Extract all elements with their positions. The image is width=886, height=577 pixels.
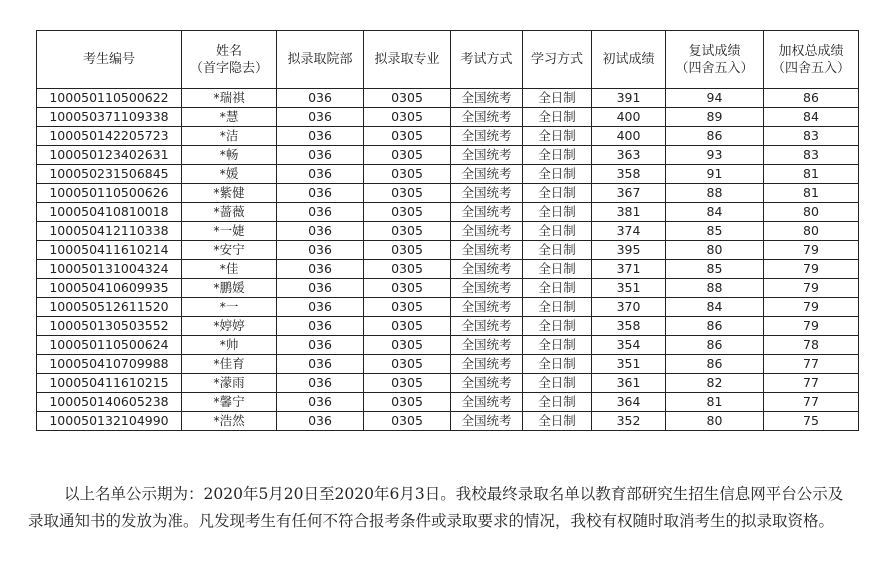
cell-weighted-score: 81 — [764, 184, 859, 203]
table-header — [37, 31, 859, 89]
cell-prelim-score: 351 — [592, 279, 666, 298]
cell-candidate-id: 100050412110338 — [37, 222, 182, 241]
cell-college: 036 — [277, 412, 364, 431]
cell-prelim-score: 363 — [592, 146, 666, 165]
column-header-label: 复试成绩 — [688, 43, 741, 59]
cell-prelim-score: 374 — [592, 222, 666, 241]
cell-major: 0305 — [364, 412, 451, 431]
cell-study-mode: 全日制 — [523, 108, 592, 127]
cell-weighted-score: 80 — [764, 203, 859, 222]
cell-study-mode: 全日制 — [523, 393, 592, 412]
column-header-exam-mode — [451, 31, 523, 89]
table-row — [37, 393, 859, 412]
table-row — [37, 165, 859, 184]
cell-candidate-id: 100050371109338 — [37, 108, 182, 127]
column-header-note: （四舍五入） — [675, 60, 754, 76]
cell-prelim-score: 367 — [592, 184, 666, 203]
publicity-notice: 以上名单公示期为：2020年5月20日至2020年6月3日。我校最终录取名单以教育部研究生招生信息网平台公示及录取通知书的发放为准。凡发现考生有任何不符合报考条件或录取要求的情况，我校有权随时取消考生的拟录取资格。 — [28, 485, 844, 530]
cell-study-mode: 全日制 — [523, 298, 592, 317]
cell-major: 0305 — [364, 279, 451, 298]
cell-name: *婷婷 — [182, 317, 277, 336]
cell-college: 036 — [277, 203, 364, 222]
cell-exam-mode: 全国统考 — [451, 298, 523, 317]
cell-exam-mode: 全国统考 — [451, 127, 523, 146]
cell-candidate-id: 100050110500626 — [37, 184, 182, 203]
cell-study-mode: 全日制 — [523, 317, 592, 336]
cell-candidate-id: 100050132104990 — [37, 412, 182, 431]
cell-study-mode: 全日制 — [523, 127, 592, 146]
cell-weighted-score: 86 — [764, 89, 859, 108]
cell-retest-score: 80 — [666, 412, 764, 431]
cell-study-mode: 全日制 — [523, 336, 592, 355]
cell-study-mode: 全日制 — [523, 165, 592, 184]
cell-prelim-score: 361 — [592, 374, 666, 393]
column-header-note: （四舍五入） — [771, 60, 850, 76]
cell-major: 0305 — [364, 298, 451, 317]
column-header-prelim-score — [592, 31, 666, 89]
table-row — [37, 298, 859, 317]
column-header-label: 加权总成绩 — [778, 43, 844, 59]
cell-retest-score: 86 — [666, 355, 764, 374]
cell-weighted-score: 79 — [764, 317, 859, 336]
table-row — [37, 222, 859, 241]
cell-name: *浩然 — [182, 412, 277, 431]
cell-exam-mode: 全国统考 — [451, 336, 523, 355]
cell-retest-score: 84 — [666, 203, 764, 222]
cell-name: *馨宁 — [182, 393, 277, 412]
cell-name: *安宁 — [182, 241, 277, 260]
cell-name: *帅 — [182, 336, 277, 355]
column-header-label: 拟录取专业 — [374, 52, 440, 67]
cell-study-mode: 全日制 — [523, 241, 592, 260]
cell-retest-score: 85 — [666, 222, 764, 241]
cell-exam-mode: 全国统考 — [451, 108, 523, 127]
table-row — [37, 241, 859, 260]
cell-name: *慧 — [182, 108, 277, 127]
admission-table — [36, 30, 859, 431]
cell-retest-score: 86 — [666, 127, 764, 146]
cell-major: 0305 — [364, 241, 451, 260]
cell-college: 036 — [277, 222, 364, 241]
cell-name: *一婕 — [182, 222, 277, 241]
cell-retest-score: 86 — [666, 336, 764, 355]
cell-prelim-score: 358 — [592, 165, 666, 184]
table-row — [37, 89, 859, 108]
cell-weighted-score: 83 — [764, 146, 859, 165]
cell-candidate-id: 100050512611520 — [37, 298, 182, 317]
column-header-candidate-id — [37, 31, 182, 89]
cell-prelim-score: 358 — [592, 317, 666, 336]
cell-name: *紫健 — [182, 184, 277, 203]
cell-college: 036 — [277, 336, 364, 355]
table-row — [37, 146, 859, 165]
cell-major: 0305 — [364, 146, 451, 165]
cell-study-mode: 全日制 — [523, 184, 592, 203]
cell-major: 0305 — [364, 184, 451, 203]
cell-college: 036 — [277, 317, 364, 336]
cell-candidate-id: 100050411610215 — [37, 374, 182, 393]
cell-candidate-id: 100050410709988 — [37, 355, 182, 374]
column-header-study-mode — [523, 31, 592, 89]
cell-weighted-score: 75 — [764, 412, 859, 431]
cell-candidate-id: 100050410609935 — [37, 279, 182, 298]
cell-college: 036 — [277, 165, 364, 184]
cell-candidate-id: 100050110500624 — [37, 336, 182, 355]
table-row — [37, 374, 859, 393]
cell-major: 0305 — [364, 89, 451, 108]
cell-retest-score: 88 — [666, 279, 764, 298]
header-row — [37, 31, 859, 89]
cell-college: 036 — [277, 146, 364, 165]
column-header-label: 考生编号 — [82, 52, 135, 67]
cell-major: 0305 — [364, 108, 451, 127]
cell-retest-score: 82 — [666, 374, 764, 393]
cell-college: 036 — [277, 279, 364, 298]
cell-retest-score: 93 — [666, 146, 764, 165]
column-header-label: 初试成绩 — [602, 52, 655, 67]
cell-major: 0305 — [364, 222, 451, 241]
cell-candidate-id: 100050140605238 — [37, 393, 182, 412]
cell-exam-mode: 全国统考 — [451, 89, 523, 108]
cell-weighted-score: 78 — [764, 336, 859, 355]
cell-study-mode: 全日制 — [523, 203, 592, 222]
cell-retest-score: 85 — [666, 260, 764, 279]
cell-name: *一 — [182, 298, 277, 317]
cell-retest-score: 94 — [666, 89, 764, 108]
cell-college: 036 — [277, 127, 364, 146]
table-row — [37, 203, 859, 222]
column-header-label: 考试方式 — [460, 52, 513, 67]
cell-name: *鹏媛 — [182, 279, 277, 298]
cell-college: 036 — [277, 374, 364, 393]
cell-college: 036 — [277, 184, 364, 203]
cell-weighted-score: 77 — [764, 374, 859, 393]
cell-study-mode: 全日制 — [523, 374, 592, 393]
table-body — [37, 89, 859, 431]
cell-candidate-id: 100050110500622 — [37, 89, 182, 108]
cell-study-mode: 全日制 — [523, 260, 592, 279]
cell-retest-score: 81 — [666, 393, 764, 412]
cell-major: 0305 — [364, 203, 451, 222]
cell-college: 036 — [277, 393, 364, 412]
cell-weighted-score: 84 — [764, 108, 859, 127]
cell-prelim-score: 371 — [592, 260, 666, 279]
column-header-label: 姓名 — [215, 43, 242, 59]
cell-exam-mode: 全国统考 — [451, 165, 523, 184]
cell-major: 0305 — [364, 355, 451, 374]
cell-study-mode: 全日制 — [523, 146, 592, 165]
cell-weighted-score: 81 — [764, 165, 859, 184]
cell-retest-score: 88 — [666, 184, 764, 203]
cell-weighted-score: 79 — [764, 260, 859, 279]
cell-exam-mode: 全国统考 — [451, 222, 523, 241]
cell-exam-mode: 全国统考 — [451, 412, 523, 431]
cell-major: 0305 — [364, 374, 451, 393]
cell-name: *佳 — [182, 260, 277, 279]
cell-candidate-id: 100050131004324 — [37, 260, 182, 279]
cell-prelim-score: 395 — [592, 241, 666, 260]
cell-name: *佳育 — [182, 355, 277, 374]
column-header-label: 学习方式 — [530, 52, 583, 67]
cell-name: *媛 — [182, 165, 277, 184]
cell-candidate-id: 100050130503552 — [37, 317, 182, 336]
table-row — [37, 336, 859, 355]
cell-name: *瑞祺 — [182, 89, 277, 108]
table-row — [37, 317, 859, 336]
column-header-note: （首字隐去） — [189, 60, 268, 76]
cell-study-mode: 全日制 — [523, 89, 592, 108]
cell-retest-score: 91 — [666, 165, 764, 184]
cell-exam-mode: 全国统考 — [451, 355, 523, 374]
cell-prelim-score: 354 — [592, 336, 666, 355]
cell-major: 0305 — [364, 336, 451, 355]
cell-prelim-score: 352 — [592, 412, 666, 431]
column-header-retest-score — [666, 31, 764, 89]
cell-weighted-score: 80 — [764, 222, 859, 241]
cell-exam-mode: 全国统考 — [451, 203, 523, 222]
cell-exam-mode: 全国统考 — [451, 317, 523, 336]
table-row — [37, 184, 859, 203]
cell-prelim-score: 370 — [592, 298, 666, 317]
cell-college: 036 — [277, 241, 364, 260]
cell-prelim-score: 364 — [592, 393, 666, 412]
table-row — [37, 412, 859, 431]
cell-exam-mode: 全国统考 — [451, 374, 523, 393]
cell-college: 036 — [277, 108, 364, 127]
column-header-major — [364, 31, 451, 89]
cell-weighted-score: 79 — [764, 298, 859, 317]
cell-college: 036 — [277, 355, 364, 374]
cell-candidate-id: 100050231506845 — [37, 165, 182, 184]
cell-major: 0305 — [364, 127, 451, 146]
cell-retest-score: 86 — [666, 317, 764, 336]
cell-name: *畅 — [182, 146, 277, 165]
admission-list — [36, 30, 858, 431]
cell-study-mode: 全日制 — [523, 412, 592, 431]
table-row — [37, 127, 859, 146]
cell-candidate-id: 100050410810018 — [37, 203, 182, 222]
cell-study-mode: 全日制 — [523, 355, 592, 374]
column-header-name — [182, 31, 277, 89]
cell-candidate-id: 100050411610214 — [37, 241, 182, 260]
cell-exam-mode: 全国统考 — [451, 184, 523, 203]
cell-name: *濛雨 — [182, 374, 277, 393]
cell-prelim-score: 351 — [592, 355, 666, 374]
cell-retest-score: 84 — [666, 298, 764, 317]
cell-major: 0305 — [364, 260, 451, 279]
cell-name: *洁 — [182, 127, 277, 146]
cell-prelim-score: 400 — [592, 108, 666, 127]
cell-prelim-score: 381 — [592, 203, 666, 222]
cell-candidate-id: 100050123402631 — [37, 146, 182, 165]
cell-exam-mode: 全国统考 — [451, 260, 523, 279]
cell-college: 036 — [277, 89, 364, 108]
cell-exam-mode: 全国统考 — [451, 146, 523, 165]
cell-exam-mode: 全国统考 — [451, 241, 523, 260]
cell-weighted-score: 83 — [764, 127, 859, 146]
cell-candidate-id: 100050142205723 — [37, 127, 182, 146]
table-row — [37, 108, 859, 127]
cell-weighted-score: 77 — [764, 355, 859, 374]
cell-prelim-score: 391 — [592, 89, 666, 108]
cell-retest-score: 80 — [666, 241, 764, 260]
table-row — [37, 355, 859, 374]
cell-exam-mode: 全国统考 — [451, 393, 523, 412]
column-header-weighted-score — [764, 31, 859, 89]
cell-weighted-score: 77 — [764, 393, 859, 412]
cell-major: 0305 — [364, 165, 451, 184]
cell-prelim-score: 400 — [592, 127, 666, 146]
cell-exam-mode: 全国统考 — [451, 279, 523, 298]
cell-study-mode: 全日制 — [523, 279, 592, 298]
cell-weighted-score: 79 — [764, 241, 859, 260]
column-header-college — [277, 31, 364, 89]
column-header-label: 拟录取院部 — [287, 52, 353, 67]
table-row — [37, 260, 859, 279]
cell-major: 0305 — [364, 393, 451, 412]
cell-weighted-score: 79 — [764, 279, 859, 298]
cell-college: 036 — [277, 298, 364, 317]
cell-college: 036 — [277, 260, 364, 279]
cell-name: *蔷薇 — [182, 203, 277, 222]
cell-study-mode: 全日制 — [523, 222, 592, 241]
cell-major: 0305 — [364, 317, 451, 336]
table-row — [37, 279, 859, 298]
cell-retest-score: 89 — [666, 108, 764, 127]
